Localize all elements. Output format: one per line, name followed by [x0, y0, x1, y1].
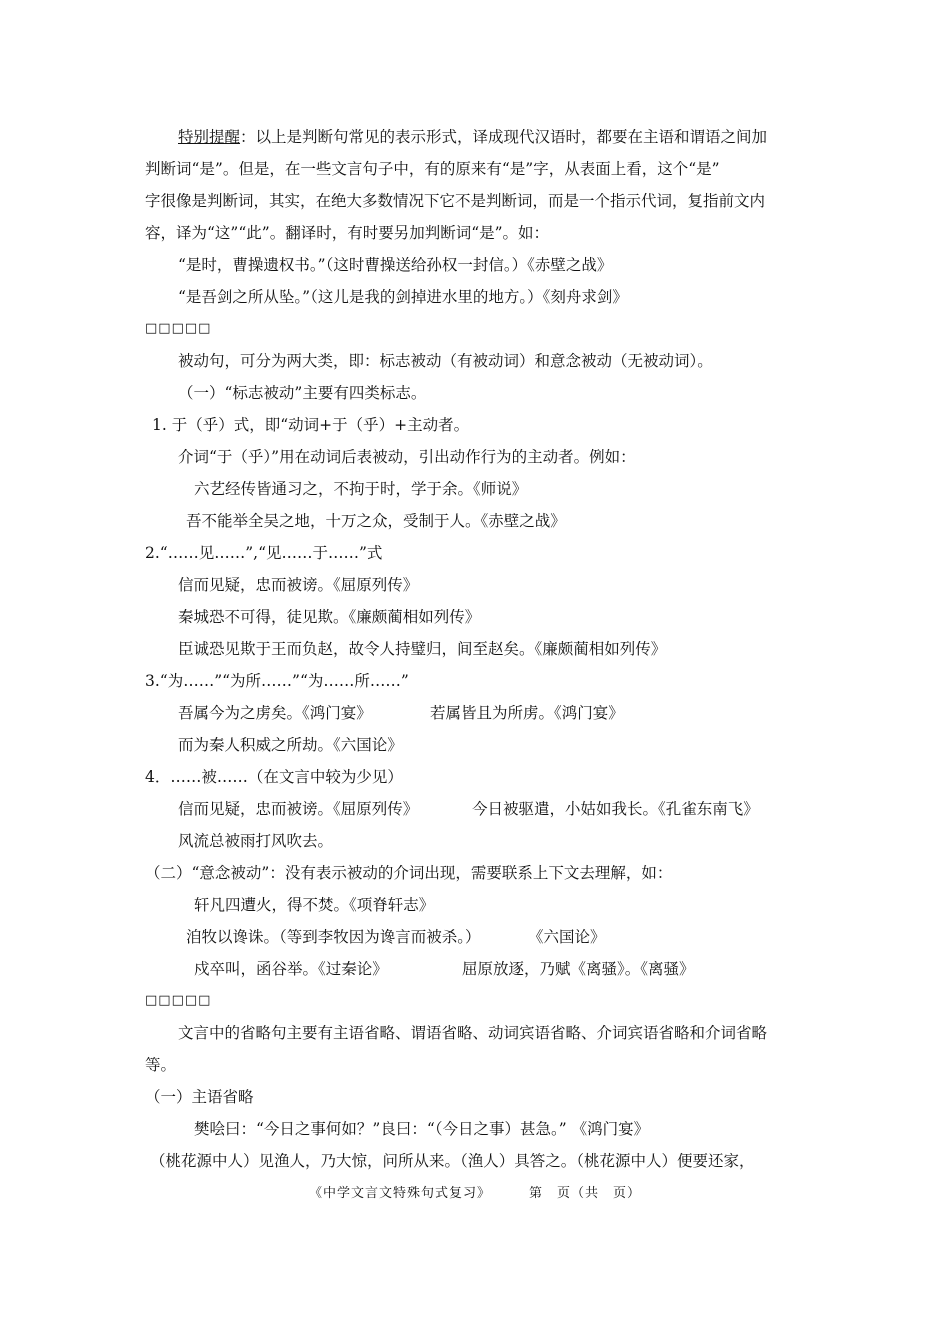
- example-line: 洎牧以谗诛。（等到李牧因为谗言而被杀。）: [186, 928, 481, 946]
- example-line: “是吾剑之所从坠。”（这儿是我的剑掉进水里的地方。）《刻舟求剑》: [178, 288, 628, 306]
- example-line: “是时，曹操遗权书。”（这时曹操送给孙权一封信。）《赤壁之战》: [178, 256, 613, 274]
- example-line: 戍卒叫，函谷举。《过秦论》: [194, 960, 388, 978]
- paragraph-line-1: [178, 127, 767, 147]
- paragraph-line-1-text: ：以上是判断句常见的表示形式，译成现代汉语时，都要在主语和谓语之间加: [240, 128, 768, 146]
- item-heading-2: 2.“……见……”,“见……于……”式: [145, 544, 383, 562]
- example-line: 《六国论》: [528, 928, 606, 946]
- example-line: 秦城恐不可得，徒见欺。《廉颇蔺相如列传》: [178, 608, 481, 626]
- item-heading-3: 3.“为……”“为所……”“为……所……”: [145, 672, 409, 690]
- example-line: 六艺经传皆通习之，不拘于时，学于余。《师说》: [194, 480, 528, 498]
- example-line: 轩凡四遭火，得不焚。《项脊轩志》: [194, 896, 435, 914]
- paragraph-line-3: 字很像是判断词，其实，在绝大多数情况下它不是判断词，而是一个指示代词，复指前文内: [145, 192, 766, 210]
- example-line: 今日被驱遣，小姑如我长。《孔雀东南飞》: [472, 800, 759, 818]
- example-line: 臣诚恐见欺于王而负赵，故令人持璧归，间至赵矣。《廉颇蔺相如列传》: [178, 640, 667, 658]
- paragraph-line-4: 容，译为“这”“此”。翻译时，有时要另加判断词“是”。如：: [145, 224, 550, 242]
- item-description-1: 介词“于（乎）”用在动词后表被动，引出动作行为的主动者。例如：: [178, 448, 636, 466]
- subheading-notional-passive: （二）“意念被动”：没有表示被动的介词出现，需要联系上下文去理解，如：: [145, 864, 673, 882]
- example-line: 信而见疑，忠而被谤。《屈原列传》: [178, 800, 419, 818]
- page-footer: [0, 1182, 950, 1201]
- section-heading-ellipsis: □□□□□: [145, 993, 212, 1008]
- example-line: 屈原放逐，乃赋《离骚》。《离骚》: [462, 960, 695, 978]
- example-line: 信而见疑，忠而被谤。《屈原列传》: [178, 576, 419, 594]
- section-heading-passive: □□□□□: [145, 321, 212, 336]
- example-line: 吾不能举全吴之地，十万之众，受制于人。《赤壁之战》: [186, 512, 566, 530]
- paragraph-line-2: 判断词“是”。但是，在一些文言句子中，有的原来有“是”字，从表面上看，这个“是”: [145, 160, 720, 178]
- item-heading-1: 1. 于（乎）式，即“动词+于（乎）+主动者。: [152, 416, 470, 434]
- footer-title: 《中学文言文特殊句式复习》: [308, 1186, 491, 1201]
- example-line: 若属皆且为所虏。《鸿门宴》: [430, 704, 624, 722]
- example-line: 风流总被雨打风吹去。: [178, 832, 334, 850]
- example-line: 樊哙曰：“今日之事何如？”良曰：“（今日之事）甚急。” 《鸿门宴》: [194, 1120, 650, 1138]
- example-line: （桃花源中人）见渔人，乃大惊，问所从来。（渔人）具答之。（桃花源中人）便要还家，: [150, 1152, 755, 1170]
- example-line: 而为秦人积威之所劫。《六国论》: [178, 736, 403, 754]
- section-intro-passive: 被动句，可分为两大类，即：标志被动（有被动词）和意念被动（无被动词）。: [178, 352, 713, 370]
- subheading-subject-omission: （一）主语省略: [145, 1088, 254, 1106]
- item-heading-4: 4．……被……（在文言中较为少见）: [145, 768, 403, 786]
- section-intro-ellipsis-line-2: 等。: [145, 1056, 177, 1074]
- footer-page-number: 第 页（共 页）: [529, 1186, 642, 1201]
- special-reminder-label: 特别提醒: [178, 128, 241, 146]
- section-intro-ellipsis-line-1: 文言中的省略句主要有主语省略、谓语省略、动词宾语省略、介词宾语省略和介词省略: [178, 1024, 768, 1042]
- example-line: 吾属今为之虏矣。《鸿门宴》: [178, 704, 372, 722]
- subheading-marked-passive: （一）“标志被动”主要有四类标志。: [178, 384, 427, 402]
